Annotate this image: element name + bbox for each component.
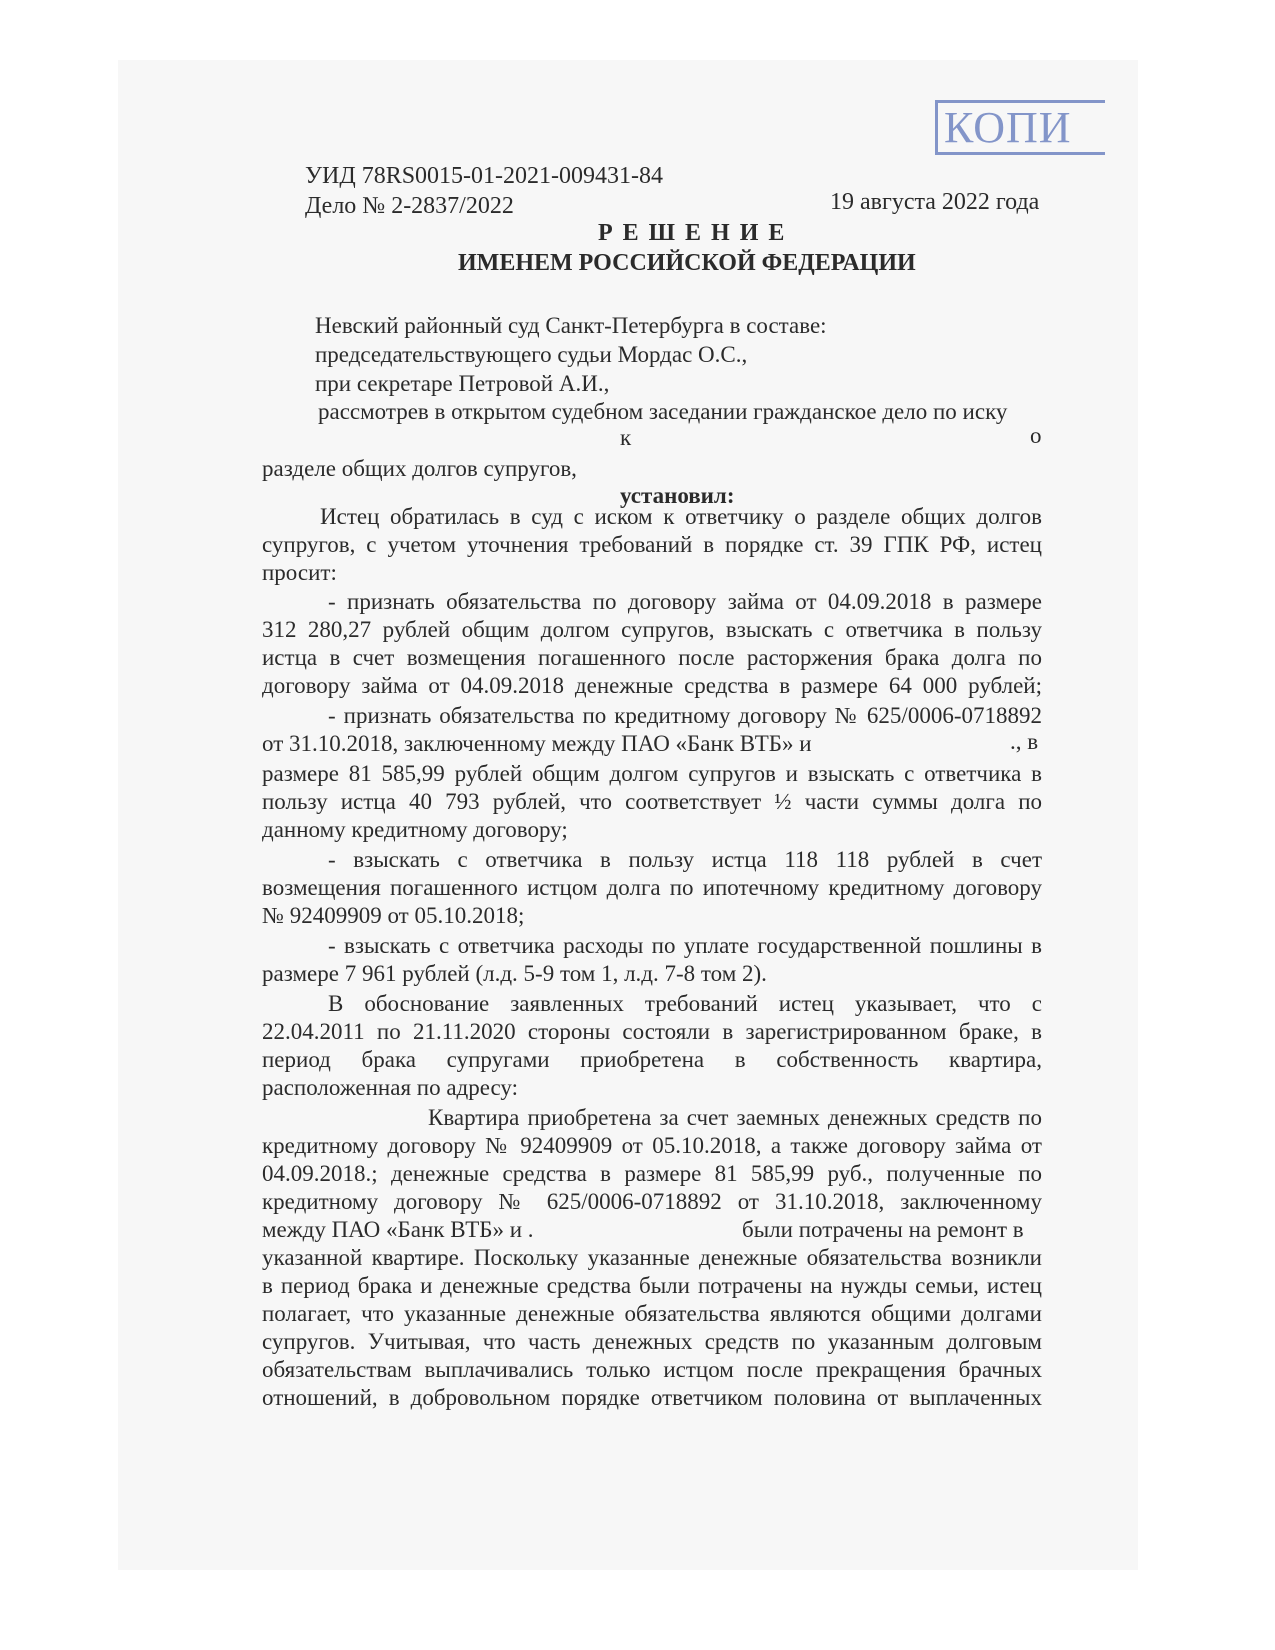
body-line: В обоснование заявленных требований истец указывает, что с — [328, 991, 1042, 1016]
intro-line: рассмотрев в открытом судебном заседании гражданское дело по иску — [318, 399, 1008, 424]
body-line: супругов. Учитывая, что часть денежных средств по указанным долговым — [262, 1329, 1042, 1354]
body-line: данному кредитному договору; — [262, 817, 568, 842]
body-line: - взыскать с ответчика расходы по уплате государственной пошлины в — [328, 933, 1042, 958]
document-title: Р Е Ш Е Н И Е — [598, 220, 787, 246]
intro-fragment-k: к — [620, 425, 632, 450]
body-line: между ПАО «Банк ВТБ» и . — [262, 1217, 534, 1242]
body-line: полагает, что указанные денежные обязательства являются общими долгами — [262, 1301, 1042, 1326]
body-line: - взыскать с ответчика в пользу истца 118 118 рублей в счет — [328, 847, 1042, 872]
body-line: от 31.10.2018, заключенному между ПАО «Банк ВТБ» и — [262, 731, 812, 756]
body-line: пользу истца 40 793 рублей, что соответствует ½ части суммы долга по — [262, 789, 1042, 814]
decision-date: 19 августа 2022 года — [830, 189, 1040, 215]
body-line: Истец обратилась в суд с иском к ответчику о разделе общих долгов — [320, 504, 1042, 529]
body-line: кредитному договору № 625/0006-0718892 от 31.10.2018, заключенному — [262, 1189, 1042, 1214]
document-subtitle: ИМЕНЕМ РОССИЙСКОЙ ФЕДЕРАЦИИ — [458, 250, 916, 276]
body-line: просит: — [262, 560, 337, 585]
body-line: возмещения погашенного истцом долга по ипотечному кредитному договору — [262, 875, 1042, 900]
body-line: 312 280,27 рублей общим долгом супругов, взыскать с ответчика в пользу — [262, 617, 1042, 642]
case-number: Дело № 2-2837/2022 — [305, 193, 514, 219]
body-line: в период брака и денежные средства были потрачены на нужды семьи, истец — [262, 1273, 1042, 1298]
intro-line: председательствующего судьи Мордас О.С., — [315, 342, 748, 367]
intro-line: при секретаре Петровой А.И., — [315, 371, 610, 396]
body-line: размере 81 585,99 рублей общим долгом супругов и взыскать с ответчика в — [262, 761, 1042, 786]
body-line: кредитному договору № 92409909 от 05.10.2018, а также договору займа от — [262, 1133, 1042, 1158]
intro-fragment-o: о — [1030, 423, 1042, 448]
body-line: 22.04.2011 по 21.11.2020 стороны состояли в зарегистрированном браке, в — [262, 1019, 1042, 1044]
body-line: Квартира приобретена за счет заемных денежных средств по — [428, 1105, 1042, 1130]
section-heading: установил: — [620, 483, 735, 508]
body-line: указанной квартире. Поскольку указанные денежные обязательства возникли — [262, 1245, 1042, 1270]
case-subject: разделе общих долгов супругов, — [262, 456, 577, 481]
body-line: - признать обязательства по договору займа от 04.09.2018 в размере — [328, 589, 1042, 614]
body-fragment: ., в — [1010, 729, 1039, 754]
body-line: - признать обязательства по кредитному договору № 625/0006-0718892 — [328, 703, 1042, 728]
body-line: были потрачены на ремонт в — [742, 1217, 1024, 1242]
intro-line: Невский районный суд Санкт-Петербурга в составе: — [315, 313, 827, 338]
body-line: обязательствам выплачивались только истцом после прекращения брачных — [262, 1357, 1042, 1382]
copy-stamp: КОПИ — [935, 100, 1105, 155]
body-line: размере 7 961 рублей (л.д. 5-9 том 1, л.д. 7-8 том 2). — [262, 961, 767, 986]
body-line: период брака супругами приобретена в собственность квартира, — [262, 1047, 1042, 1072]
body-line: 04.09.2018.; денежные средства в размере 81 585,99 руб., полученные по — [262, 1161, 1042, 1186]
body-line: супругов, с учетом уточнения требований в порядке ст. 39 ГПК РФ, истец — [262, 532, 1042, 557]
body-line: истца в счет возмещения погашенного после расторжения брака долга по — [262, 645, 1042, 670]
uid-number: УИД 78RS0015-01-2021-009431-84 — [305, 163, 664, 189]
body-line: расположенная по адресу: — [262, 1075, 519, 1100]
body-line: № 92409909 от 05.10.2018; — [262, 903, 525, 928]
body-line: договору займа от 04.09.2018 денежные средства в размере 64 000 рублей; — [262, 673, 1042, 698]
body-line: отношений, в добровольном порядке ответчиком половина от выплаченных — [262, 1385, 1042, 1410]
